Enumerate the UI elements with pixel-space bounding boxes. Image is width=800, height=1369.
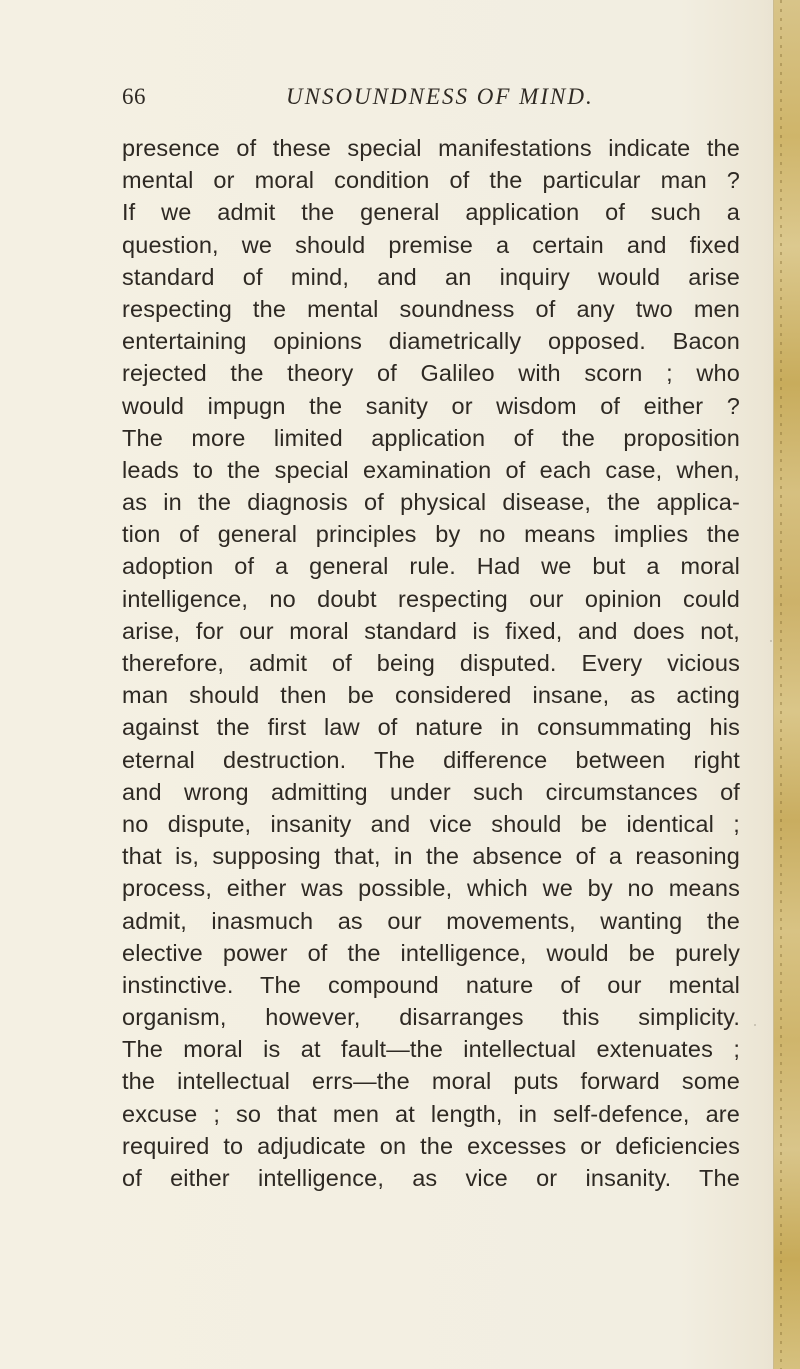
text-line: standard of mind, and an inquiry would arise (122, 263, 740, 290)
text-line: instinctive. The compound nature of our mental (122, 971, 740, 998)
text-line: of either intelligence, as vice or insanity. The (122, 1165, 740, 1191)
text-line: organism, however, disarranges this simplicity. (122, 1004, 740, 1031)
running-title: UNSOUNDNESS OF MIND. (286, 84, 594, 109)
text-line: process, either was possible, which we by no means (122, 875, 740, 902)
running-head (122, 84, 740, 120)
text-line: respecting the mental soundness of any two men (122, 295, 740, 322)
body-text (122, 132, 740, 1194)
text-line: required to adjudicate on the excesses or deficiencies (122, 1132, 740, 1159)
page-edge (773, 0, 800, 1369)
text-line: If we admit the general application of such a (122, 199, 740, 226)
paper-speck (770, 640, 772, 642)
text-line: no dispute, insanity and vice should be identical ; (122, 810, 740, 837)
text-line: question, we should premise a certain and fixed (122, 231, 740, 258)
text-line: man should then be considered insane, as acting (122, 682, 740, 709)
text-line: arise, for our moral standard is fixed, and does not, (122, 617, 740, 644)
text-line: eternal destruction. The difference between right (122, 746, 740, 773)
page-number: 66 (122, 84, 146, 109)
text-line: mental or moral condition of the particular man ? (122, 167, 740, 194)
text-line: elective power of the intelligence, would be purely (122, 939, 740, 966)
text-line: as in the diagnosis of physical disease, the applica- (122, 489, 740, 516)
paper-speck (754, 1024, 756, 1026)
text-line: the intellectual errs—the moral puts forward some (122, 1068, 740, 1095)
text-line: therefore, admit of being disputed. Every vicious (122, 650, 740, 676)
text-line: rejected the theory of Galileo with scorn ; who (122, 360, 740, 387)
text-line: The moral is at fault—the intellectual extenuates ; (122, 1036, 740, 1063)
text-line: The more limited application of the proposition (122, 424, 740, 451)
text-line: would impugn the sanity or wisdom of either ? (122, 392, 740, 419)
text-line: intelligence, no doubt respecting our opinion could (122, 585, 740, 612)
text-line: against the first law of nature in consummating his (122, 714, 740, 741)
text-line: entertaining opinions diametrically opposed. Bacon (122, 328, 740, 355)
text-line: tion of general principles by no means implies the (122, 521, 740, 548)
text-line: adoption of a general rule. Had we but a moral (122, 553, 740, 580)
text-line: excuse ; so that men at length, in self-defence, are (122, 1100, 740, 1127)
text-line: leads to the special examination of each case, when, (122, 456, 740, 483)
text-line: admit, inasmuch as our movements, wanting the (122, 907, 740, 934)
text-line: and wrong admitting under such circumstances of (122, 778, 740, 805)
text-line: presence of these special manifestations indicate the (122, 135, 740, 161)
text-line: that is, supposing that, in the absence of a reasoning (122, 843, 740, 870)
